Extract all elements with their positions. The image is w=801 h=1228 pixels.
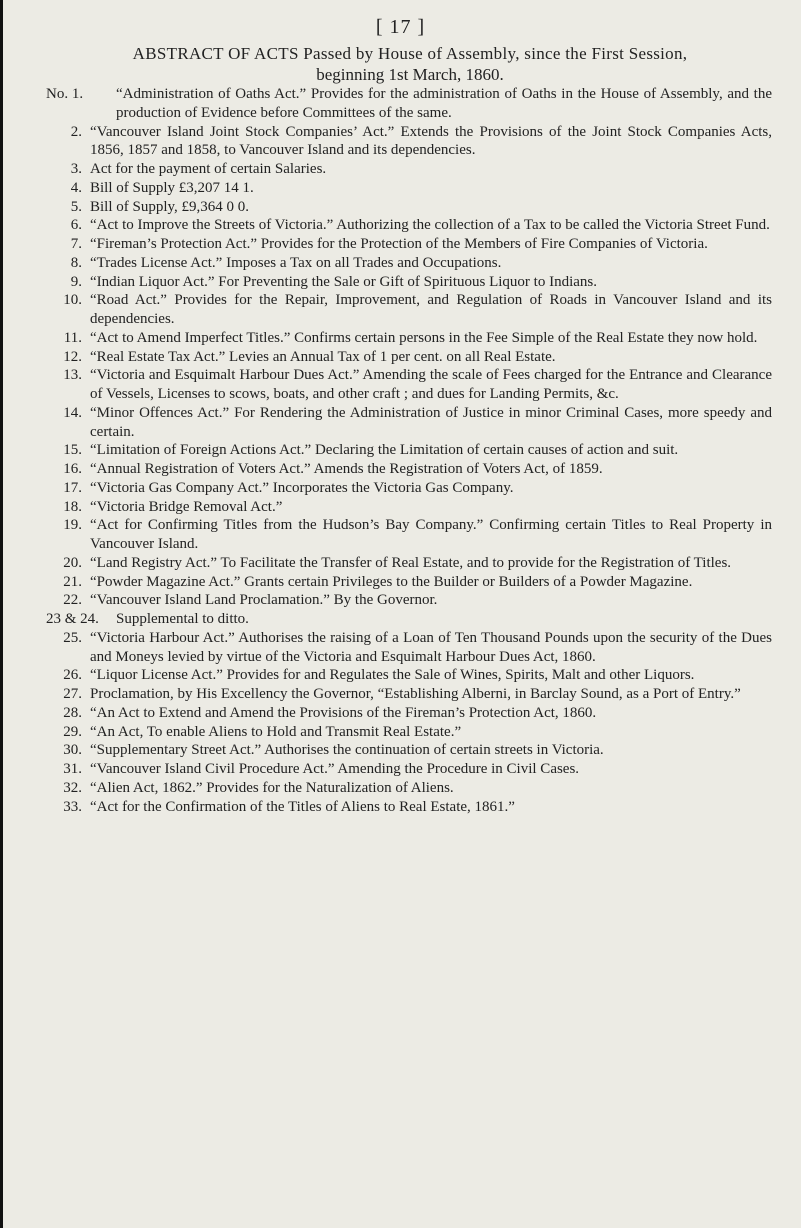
item-number: 3.: [70, 161, 82, 177]
item-text: “Powder Magazine Act.” Grants certain Privileges to the Builder or Builders of a Powder Magazine.: [90, 573, 693, 590]
item-number: 2.: [70, 123, 82, 140]
item-number: 25.: [63, 629, 82, 646]
list-item: [42, 760, 772, 779]
list-item: [42, 591, 772, 610]
item-number: 11.: [63, 329, 82, 346]
item-text: Bill of Supply, £9,364 0 0.: [90, 198, 250, 215]
item-number: 28.: [63, 704, 82, 721]
item-text: “Road Act.” Provides for the Repair, Improvement, and Regulation of Roads in Vancouver Island and its dependencies.: [90, 292, 772, 327]
item-text: “Act for the Confirmation of the Titles of Aliens to Real Estate, 1861.”: [90, 798, 515, 815]
item-number: 17.: [63, 479, 82, 496]
item-number: 29.: [63, 723, 82, 740]
item-number: 8.: [70, 254, 82, 271]
list-item: [42, 179, 772, 198]
heading-line-2: beginning 1st March, 1860.: [316, 65, 504, 84]
list-item: [42, 479, 772, 498]
item-text: “Victoria and Esquimalt Harbour Dues Act.” Amending the scale of Fees charged for the Entrance and Clearance of Vessels, Licenses to scows, boats, and other craft ; and dues for Landing Permits, &c.: [90, 367, 772, 402]
list-item: [42, 573, 772, 592]
item-text: “Vancouver Island Civil Procedure Act.” Amending the Procedure in Civil Cases.: [90, 761, 580, 777]
item-number: 16.: [63, 461, 82, 477]
item-number: 31.: [63, 761, 82, 777]
list-item: [42, 741, 772, 760]
list-item: [42, 123, 772, 161]
item-text: “Supplementary Street Act.” Authorises the continuation of certain streets in Victoria.: [90, 742, 604, 759]
heading-line-1: ABSTRACT OF ACTS Passed by House of Assembly, since the First Session,: [132, 44, 688, 63]
item-number: 33.: [63, 798, 82, 815]
item-number: 32.: [63, 779, 82, 796]
list-item: [42, 554, 772, 573]
item-text: “Real Estate Tax Act.” Levies an Annual Tax of 1 per cent. on all Real Estate.: [90, 348, 556, 365]
list-item: [42, 685, 772, 704]
item-text: “An Act to Extend and Amend the Provisions of the Fireman’s Protection Act, 1860.: [90, 704, 597, 721]
item-text: “Minor Offences Act.” For Rendering the Administration of Justice in minor Criminal Cases, more speedy and certain.: [90, 404, 772, 440]
item-text: “Act for Confirming Titles from the Hudson’s Bay Company.” Confirming certain Titles to Real Property in Vancouver Island.: [90, 517, 772, 552]
acts-list: [42, 85, 772, 816]
item-number: 30.: [63, 742, 82, 759]
item-number: 22.: [63, 592, 82, 609]
item-text: “Victoria Bridge Removal Act.”: [90, 498, 283, 515]
item-text: “An Act, To enable Aliens to Hold and Transmit Real Estate.”: [90, 723, 462, 740]
item-number: 4.: [70, 179, 82, 196]
item-text: “Liquor License Act.” Provides for and Regulates the Sale of Wines, Spirits, Malt and other Liquors.: [90, 667, 695, 684]
item-number: 5.: [70, 198, 82, 215]
list-item: [42, 516, 772, 554]
list-item: [42, 798, 772, 817]
item-number: 26.: [63, 667, 82, 684]
list-item: [42, 85, 772, 123]
item-text: Proclamation, by His Excellency the Governor, “Establishing Alberni, in Barclay Sound, as a Port of Entry.”: [90, 686, 741, 702]
list-item: [42, 404, 772, 442]
list-item: [42, 723, 772, 742]
list-item: [42, 235, 772, 254]
list-item: [42, 366, 772, 404]
item-text: “Victoria Gas Company Act.” Incorporates the Victoria Gas Company.: [90, 479, 514, 496]
list-item: [42, 704, 772, 723]
list-item: [42, 160, 772, 179]
item-number: 7.: [70, 236, 82, 252]
item-text: “Land Registry Act.” To Facilitate the Transfer of Real Estate, and to provide for the Registration of Titles.: [90, 554, 732, 571]
item-text: Bill of Supply £3,207 14 1.: [90, 179, 254, 196]
item-number: 18.: [63, 498, 82, 515]
list-item: [42, 329, 772, 348]
item-number: 23 & 24.: [46, 611, 99, 627]
item-number: 12.: [63, 348, 82, 365]
list-item: [42, 666, 772, 685]
list-item: [42, 779, 772, 798]
item-text: “Indian Liquor Act.” For Preventing the Sale or Gift of Spirituous Liquor to Indians.: [90, 273, 597, 290]
item-number: 27.: [63, 686, 82, 702]
item-number: 9.: [70, 273, 82, 290]
list-item: [42, 273, 772, 292]
item-text: “Limitation of Foreign Actions Act.” Declaring the Limitation of certain causes of action and suit.: [90, 442, 679, 459]
page-spine-edge: [0, 0, 3, 1228]
item-text: “Trades License Act.” Imposes a Tax on all Trades and Occupations.: [90, 254, 502, 271]
list-item: [42, 216, 772, 235]
document-heading: [50, 43, 770, 85]
item-text: “Act to Improve the Streets of Victoria.” Authorizing the collection of a Tax to be called the Victoria Street Fund.: [90, 217, 770, 234]
list-item: [42, 254, 772, 273]
item-text: “Annual Registration of Voters Act.” Amends the Registration of Voters Act, of 1859.: [90, 461, 603, 477]
item-text: Act for the payment of certain Salaries.: [90, 161, 327, 177]
item-number: 20.: [63, 554, 82, 571]
item-text: “Vancouver Island Land Proclamation.” By the Governor.: [90, 592, 438, 609]
page-number: [ 17 ]: [375, 16, 426, 38]
list-item: [42, 291, 772, 329]
list-item: [42, 441, 772, 460]
item-text: “Fireman’s Protection Act.” Provides for the Protection of the Members of Fire Companies of Victoria.: [90, 236, 708, 252]
item-number: 15.: [63, 442, 82, 459]
item-text: “Administration of Oaths Act.” Provides for the administration of Oaths in the House of Assembly, and the production of Evidence before Committees of the same.: [116, 86, 772, 121]
item-number: 19.: [63, 517, 82, 534]
item-text: Supplemental to ditto.: [116, 611, 249, 627]
item-text: “Vancouver Island Joint Stock Companies’ Act.” Extends the Provisions of the Joint Stock Companies Acts, 1856, 1857 and 1858, to Vancouver Island and its dependencies.: [90, 123, 772, 159]
list-item: [42, 348, 772, 367]
list-item: [42, 629, 772, 667]
list-item: [42, 610, 772, 629]
item-number: 10.: [63, 292, 82, 309]
item-text: “Alien Act, 1862.” Provides for the Naturalization of Aliens.: [90, 779, 454, 796]
item-text: “Victoria Harbour Act.” Authorises the raising of a Loan of Ten Thousand Pounds upon the security of the Dues and Moneys levied by virtue of the Victoria and Esquimalt Harbour Dues Act, 1860.: [90, 629, 772, 665]
item-number: 13.: [63, 367, 82, 384]
item-number: 6.: [70, 217, 82, 234]
list-item: [42, 460, 772, 479]
list-item: [42, 198, 772, 217]
list-item: [42, 498, 772, 517]
item-number: 21.: [63, 573, 82, 590]
item-text: “Act to Amend Imperfect Titles.” Confirms certain persons in the Fee Simple of the Real Estate they now hold.: [90, 329, 758, 346]
item-number: No. 1.: [46, 86, 84, 102]
item-number: 14.: [63, 404, 82, 421]
